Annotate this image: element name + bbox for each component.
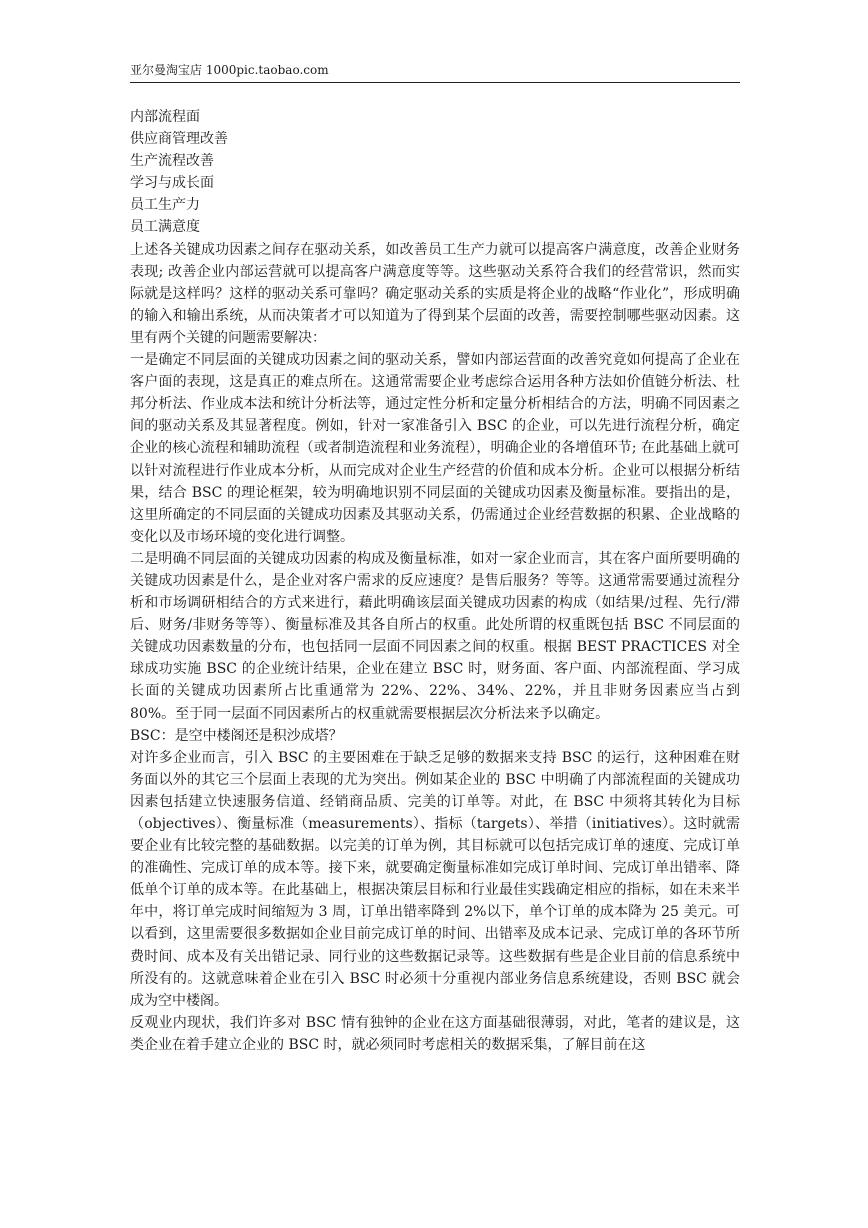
list-item: 员工生产力	[130, 197, 200, 214]
paragraph: 对许多企业而言，引入 BSC 的主要困难在于缺乏足够的数据来支持 BSC 的运行，这种困难在财务面以外的其它三个层面上表现的尤为突出。例如某企业的 BSC 中明确了内部流程面的关键成功因素包括建立快速服务信道、经销商品质、完美的订单等。对此，在 BSC 中须将其转化为目标（objectives）、衡量标准（measurements）、指标（targets）、举措（initiatives）。这时就需要企业有比较完整的基础数据。以完美的订单为例，其目标就可以包括完成订单的速度、完成订单的准确性、完成订单的成本等。接下来，就要确定衡量标准如完成订单时间、完成订单出错率、降低单个订单的成本等。在此基础上，根据决策层目标和行业最佳实践确定相应的指标，如在未来半年中，将订单完成时间缩短为 3 周，订单出错率降到 2%以下，单个订单的成本降为 25 美元。可以看到，这里需要很多数据如企业目前完成订单的时间、出错率及成本记录、完成订单的各环节所费时间、成本及有关出错记录、同行业的这些数据记录等。这些数据有些是企业目前的信息系统中所没有的。这就意味着企业在引入 BSC 时必须十分重视内部业务信息系统建设，否则 BSC 就会成为空中楼阁。	[130, 749, 740, 1009]
paragraph: 反观业内现状，我们许多对 BSC 情有独钟的企业在这方面基础很薄弱，对此，笔者的建议是，这类企业在着手建立企业的 BSC 时，就必须同时考虑相关的数据采集，了解目前在这	[130, 1014, 740, 1053]
document-body	[130, 106, 740, 1056]
section-heading: BSC：是空中楼阁还是积沙成塔？	[130, 727, 343, 744]
page-header	[130, 62, 740, 83]
header-text: 亚尔曼淘宝店 1000pic.taobao.com	[130, 63, 329, 77]
list-item: 学习与成长面	[130, 175, 214, 192]
list-item: 员工满意度	[130, 219, 200, 236]
list-item: 内部流程面	[130, 109, 200, 125]
list-item: 供应商管理改善	[130, 131, 228, 148]
paragraph: 二是明确不同层面的关键成功因素的构成及衡量标准，如对一家企业而言，其在客户面所要明确的关键成功因素是什么，是企业对客户需求的反应速度？是售后服务？等等。这通常需要通过流程分析和市场调研相结合的方式来进行，藉此明确该层面关键成功因素的构成（如结果/过程、先行/滞后、财务/非财务等等）、衡量标准及其各自所占的权重。此处所谓的权重既包括 BSC 不同层面的关键成功因素数量的分布，也包括同一层面不同因素之间的权重。根据 BEST PRACTICES 对全球成功实施 BSC 的企业统计结果，企业在建立 BSC 时，财务面、客户面、内部流程面、学习成长面的关键成功因素所占比重通常为 22%、22%、34%、22%，并且非财务因素应当占到 80%。至于同一层面不同因素所占的权重就需要根据层次分析法来予以确定。	[130, 550, 740, 722]
list-item: 生产流程改善	[130, 153, 214, 170]
paragraph: 一是确定不同层面的关键成功因素之间的驱动关系，譬如内部运营面的改善究竟如何提高了企业在客户面的表现，这是真正的难点所在。这通常需要企业考虑综合运用各种方法如价值链分析法、杜邦分析法、作业成本法和统计分析法等，通过定性分析和定量分析相结合的方法，明确不同因素之间的驱动关系及其显著程度。例如，针对一家准备引入 BSC 的企业，可以先进行流程分析，确定企业的核心流程和辅助流程（或者制造流程和业务流程），明确企业的各增值环节; 在此基础上就可以针对流程进行作业成本分析，从而完成对企业生产经营的价值和成本分析。企业可以根据分析结果，结合 BSC 的理论框架，较为明确地识别不同层面的关键成功因素及衡量标准。要指出的是，这里所确定的不同层面的关键成功因素及其驱动关系，仍需通过企业经营数据的积累、企业战略的变化以及市场环境的变化进行调整。	[130, 352, 740, 545]
paragraph: 上述各关键成功因素之间存在驱动关系，如改善员工生产力就可以提高客户满意度，改善企业财务表现; 改善企业内部运营就可以提高客户满意度等等。这些驱动关系符合我们的经营常识，然而实际就是这样吗？这样的驱动关系可靠吗？确定驱动关系的实质是将企业的战略“作业化”，形成明确的输入和输出系统，从而决策者才可以知道为了得到某个层面的改善，需要控制哪些驱动因素。这里有两个关键的问题需要解决：	[130, 241, 740, 346]
